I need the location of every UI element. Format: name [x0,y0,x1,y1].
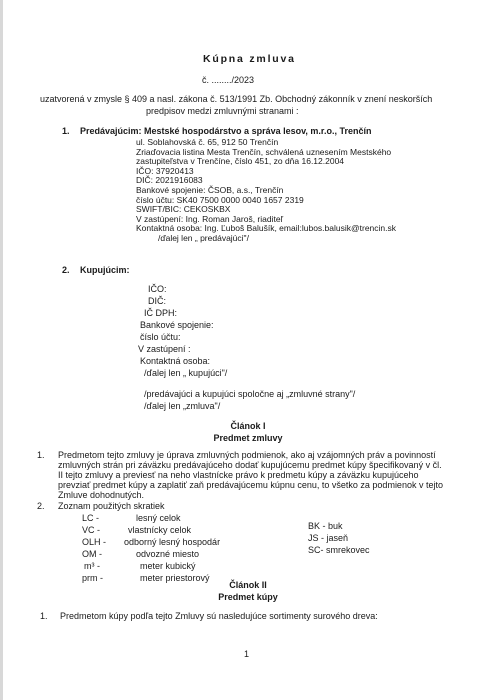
abbrev-item: SC- smrekovec [308,545,370,555]
buyer-alias: /ďalej len „ kupujúci"/ [144,368,228,378]
seller-line: V zastúpení: Ing. Roman Jaroš, riaditeľ [136,213,284,224]
abbrev-desc: lesný celok [136,513,181,523]
buyer-dic: DIČ: [148,296,166,306]
abbreviations-heading: Zoznam použitých skratiek [58,501,165,511]
buyer-heading: Kupujúcim: [80,265,130,275]
abbrev-code: prm - [82,573,103,583]
buyer-account: číslo účtu: [140,332,181,342]
abbrev-code: m³ - [84,561,100,571]
abbrev-code: VC - [82,525,100,535]
article-2-name: Predmet kúpy [218,592,278,602]
article-1-p2-number: 2. [37,501,45,511]
seller-alias: /ďalej len „ predávajúci"/ [158,233,249,243]
contract-title: Kúpna zmluva [203,53,296,65]
seller-heading: Predávajúcim: Mestské hospodárstvo a správa lesov, m.r.o., Trenčín [80,126,372,136]
seller-line: Zriaďovacia listina Mesta Trenčín, schválená uznesením Mestského [136,146,392,157]
abbrev-item: JS - jaseň [308,533,349,543]
paragraph-line: II tejto zmluvy a previesť na neho vlastnícke právo k predmetu kúpy a záväzku kupujúceho [58,470,419,480]
paragraph-line: Predmetom tejto zmluvy je úprava zmluvných podmienok, ako aj vzájomných práv a povinností [58,450,436,460]
abbrev-desc: odvozné miesto [136,549,200,559]
buyer-representative: V zastúpení : [138,344,191,354]
seller-line: ul. Soblahovská č. 65, 912 50 Trenčín [136,137,279,147]
buyer-bank: Bankové spojenie: [140,320,214,330]
seller-number: 1. [62,126,70,136]
paragraph-line: zmluvných strán pri záväzku predávajúceho dodať kupujúcemu predmet kúpy špecifikovaný v čl. [58,460,442,470]
seller-line: DIČ: 2021916083 [136,175,203,186]
abbrev-item: BK - buk [308,521,343,531]
buyer-contact: Kontaktná osoba: [140,356,211,366]
buyer-number: 2. [62,265,70,275]
paragraph-line: Zmluve dohodnutých. [58,490,145,500]
seller-line: Kontaktná osoba: Ing. Ľuboš Balušík, email:lubos.balusik@trencin.sk [136,223,396,234]
abbrev-code: OLH - [82,537,107,547]
seller-line: SWIFT/BIC: CEKOSKBX [136,204,231,215]
seller-line: IČO: 37920413 [136,165,194,176]
contract-number: č. ......../2023 [202,75,255,85]
buyer-ico: IČO: [148,284,167,294]
abbrev-desc: odborný lesný hospodár [124,537,221,547]
seller-line: číslo účtu: SK40 7500 0000 0040 1657 2319 [136,194,304,205]
article-1-p1-number: 1. [37,450,45,460]
article-1-label: Článok I [230,421,266,431]
article-2-p1-number: 1. [40,611,48,621]
buyer-icdph: IČ DPH: [144,308,178,318]
abbrev-desc: meter kubický [140,561,196,571]
abbrev-desc: meter priestorový [140,573,210,583]
intro-line-2: predpisov medzi zmluvnými stranami : [146,106,299,116]
article-2-label: Článok II [229,580,267,590]
parties-alias: /predávajúci a kupujúci spoločne aj „zmluvné strany"/ [144,389,356,399]
article-1-name: Predmet zmluvy [213,433,283,443]
seller-details [136,138,396,234]
seller-line: Bankové spojenie: ČSOB, a.s., Trenčín [136,184,284,195]
page-number: 1 [244,649,250,659]
seller-line: zastupiteľstva v Trenčíne, číslo 451, zo dňa 16.12.2004 [136,156,345,167]
article-1-p1-text [58,450,443,500]
article-2-p1-text: Predmetom kúpy podľa tejto Zmluvy sú nasledujúce sortimenty surového dreva: [60,611,378,621]
paragraph-line: prevziať predmet kúpy a zaplatiť zaň predávajúcemu kúpnu cenu, to všetko za podmienok v tejto [58,480,443,490]
abbrev-code: OM - [82,549,102,559]
abbrev-desc: vlastnícky celok [128,525,192,535]
intro-line-1: uzatvorená v zmysle § 409 a nasl. zákona č. 513/1991 Zb. Obchodný zákonník v znení neskorších [40,94,433,104]
contract-alias: /ďalej len „zmluva"/ [144,401,221,411]
abbrev-code: LC - [82,513,100,523]
